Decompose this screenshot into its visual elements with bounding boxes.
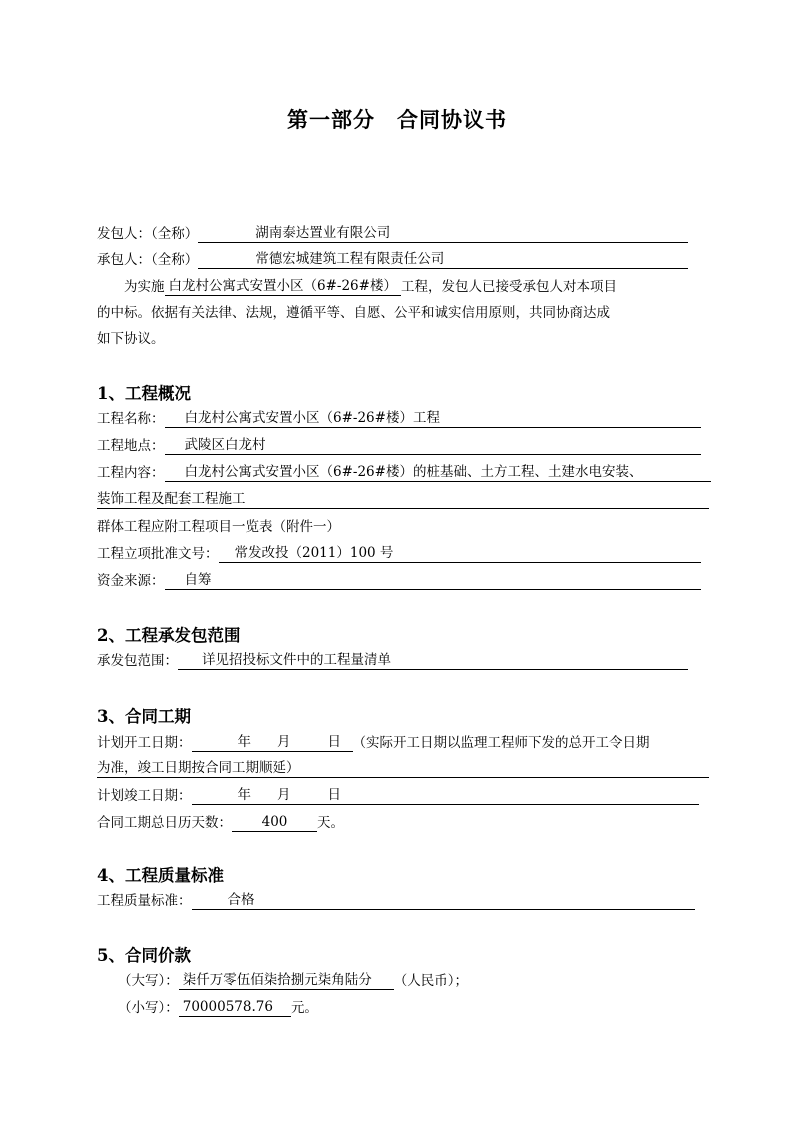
intro-line-1 [124, 278, 617, 296]
start-date-line [97, 734, 650, 752]
approval-field [219, 545, 701, 563]
finish-date-field [192, 787, 699, 805]
finish-date-line [97, 787, 699, 805]
price-lower-line [118, 999, 318, 1017]
contractor-line [97, 251, 688, 269]
approval-value: 常发改投（2011）100 号 [234, 545, 394, 561]
intro-project: 白龙村公寓式安置小区（6#-26#楼） [165, 278, 401, 296]
project-content-field [165, 464, 711, 482]
intro-line-3: 如下协议。 [97, 331, 165, 347]
funding-label: 资金来源： [97, 573, 165, 589]
scope-line [97, 652, 688, 670]
scope-field [178, 652, 688, 670]
project-location-value: 武陵区白龙村 [184, 437, 266, 453]
employer-name: 湖南泰达置业有限公司 [255, 225, 391, 241]
funding-field [165, 572, 701, 590]
quality-field [192, 892, 695, 910]
project-name-line [97, 410, 701, 428]
approval-label: 工程立项批准文号： [97, 546, 219, 562]
start-month: 月 [277, 734, 291, 750]
price-upper-suffix: （人民币）； [393, 973, 468, 989]
scope-label: 承发包范围： [97, 653, 178, 669]
quality-line [97, 892, 695, 910]
price-lower-value: 70000578.76 [179, 999, 291, 1017]
finish-month: 月 [277, 787, 291, 803]
approval-line [97, 545, 701, 563]
section1-heading: 1、工程概况 [97, 384, 191, 403]
section5-heading: 5、合同价款 [97, 946, 191, 965]
group-note: 群体工程应附工程项目一览表（附件一） [97, 519, 340, 535]
price-upper-value: 柒仟万零伍佰柒拾捌元柒角陆分 [179, 972, 394, 990]
project-location-line [97, 437, 701, 455]
duration-unit: 天。 [317, 815, 344, 831]
employer-name-field [198, 225, 688, 243]
contractor-label: 承包人：（全称） [97, 252, 199, 268]
finish-date-label: 计划竣工日期： [97, 788, 192, 804]
start-year: 年 [237, 734, 251, 750]
intro-line1-suffix: 工程，发包人已接受承包人对本项目 [400, 279, 617, 295]
section4-heading: 4、工程质量标准 [97, 866, 224, 885]
intro-line-2: 的中标。依据有关法律、法规，遵循平等、自愿、公平和诚实信用原则，共同协商达成 [97, 305, 610, 321]
section3-heading: 3、合同工期 [97, 707, 191, 726]
start-note-2: 为准，竣工日期按合同工期顺延） [97, 760, 709, 778]
start-note-1: （实际开工日期以监理工程师下发的总开工令日期 [352, 735, 650, 751]
project-content-line [97, 464, 711, 482]
start-date-label: 计划开工日期： [97, 735, 192, 751]
project-content-value-2: 装饰工程及配套工程施工 [97, 491, 709, 509]
funding-value: 自筹 [184, 572, 212, 588]
project-name-value: 白龙村公寓式安置小区（6#-26#楼）工程 [184, 410, 440, 426]
quality-label: 工程质量标准： [97, 893, 192, 909]
employer-label: 发包人：（全称） [97, 226, 199, 242]
project-name-label: 工程名称： [97, 411, 165, 427]
project-location-field [165, 437, 701, 455]
page-title: 第一部分 合同协议书 [287, 107, 507, 132]
start-note-line-2 [97, 760, 709, 778]
section2-heading: 2、工程承发包范围 [97, 626, 241, 645]
funding-line [97, 572, 701, 590]
intro-prefix: 为实施 [124, 279, 165, 295]
contractor-name: 常德宏城建筑工程有限责任公司 [255, 251, 445, 267]
scope-value: 详见招投标文件中的工程量清单 [202, 652, 391, 668]
contractor-name-field [198, 251, 688, 269]
price-lower-label: （小写）： [118, 1000, 179, 1016]
finish-year: 年 [237, 787, 251, 803]
finish-day: 日 [327, 787, 341, 803]
quality-value: 合格 [227, 892, 255, 908]
duration-line [97, 814, 344, 832]
project-content-value-1: 白龙村公寓式安置小区（6#-26#楼）的桩基础、土方工程、土建水电安装、 [184, 464, 643, 480]
start-date-field [192, 734, 353, 752]
project-name-field [165, 410, 701, 428]
employer-line [97, 225, 688, 243]
price-lower-suffix: 元。 [290, 1000, 318, 1016]
price-upper-line [118, 972, 468, 990]
project-content-label: 工程内容： [97, 465, 165, 481]
project-content-line-2 [97, 491, 709, 509]
price-upper-label: （大写）： [118, 973, 179, 989]
duration-label: 合同工期总日历天数： [97, 815, 232, 831]
duration-value: 400 [232, 814, 317, 832]
start-day: 日 [327, 734, 341, 750]
project-location-label: 工程地点： [97, 438, 165, 454]
